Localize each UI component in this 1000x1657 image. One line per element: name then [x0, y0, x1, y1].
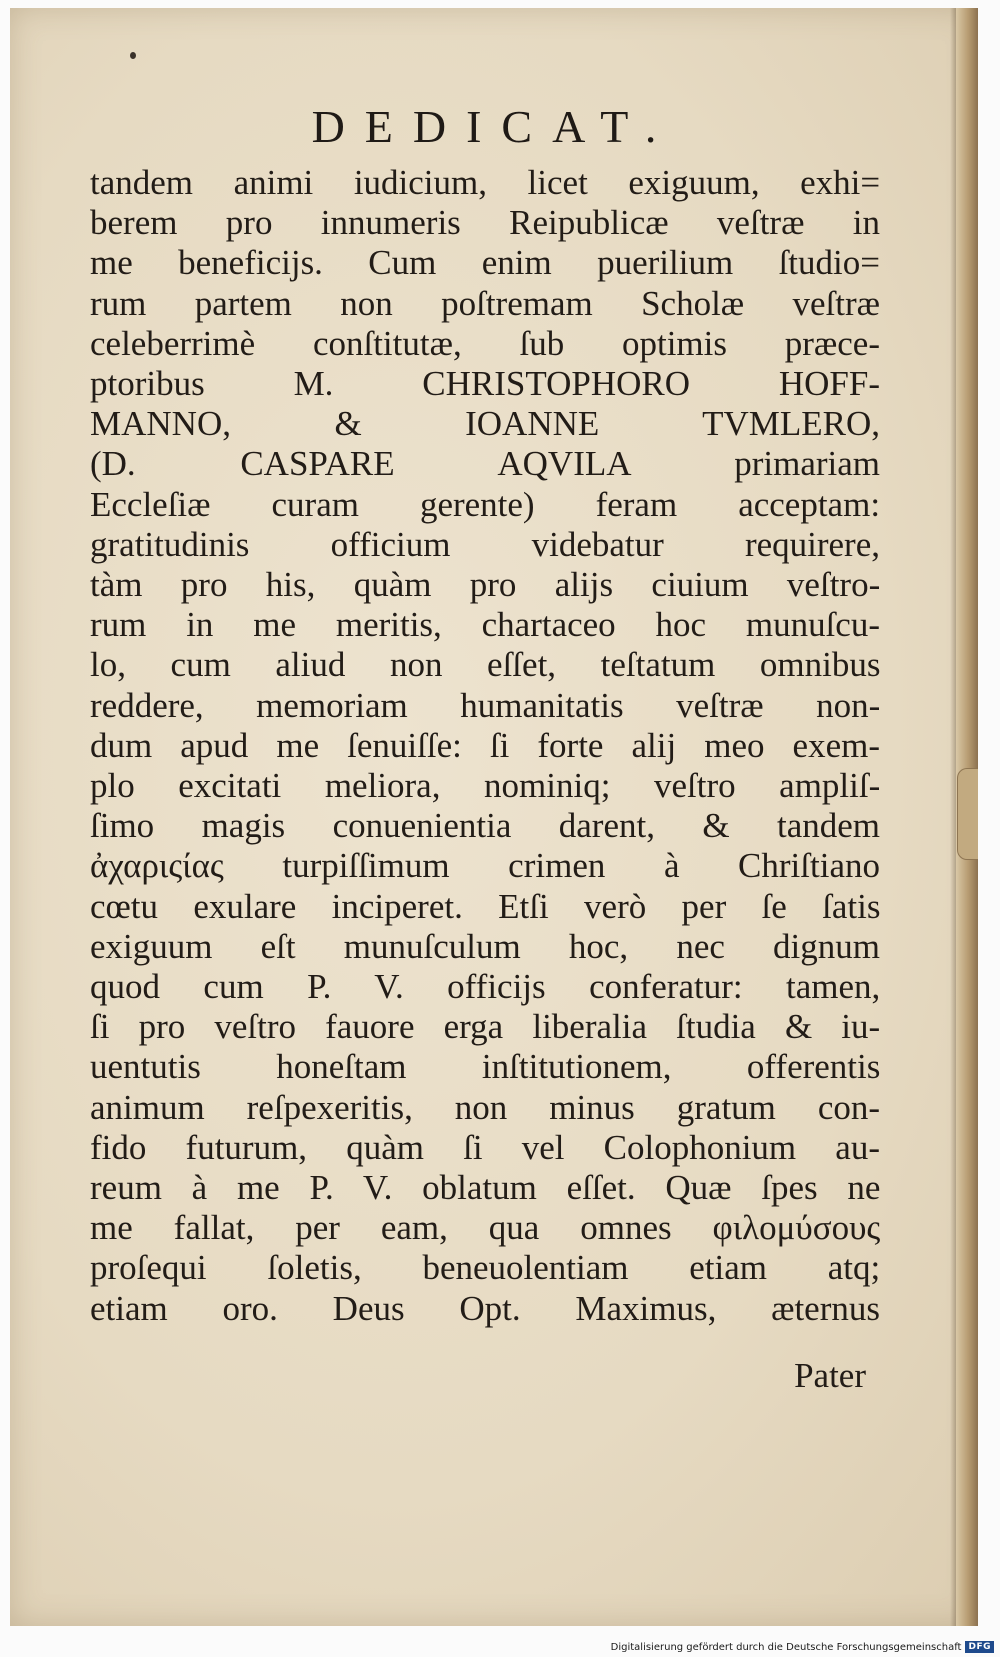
text-line: uentutis honeſtam inſtitutionem, offerentis — [90, 1047, 881, 1087]
text-line: tàm pro his, quàm pro alijs ciuium veſtro- — [90, 565, 881, 605]
dfg-logo-icon: DFG — [965, 1641, 994, 1653]
text-line: berem pro innumeris Reipublicæ veſtræ in — [90, 203, 880, 243]
text-line: (D. CASPARE AQVILA primariam — [90, 444, 880, 484]
text-line: etiam oro. Deus Opt. Maximus, æternus — [90, 1288, 880, 1328]
text-line: ἀχαριςίας turpiſſimum crimen à Chriſtiano — [90, 846, 880, 886]
text-line: cœtu exulare inciperet. Etſi verò per ſe ſatis — [90, 886, 881, 926]
text-line: Eccleſiæ curam gerente) feram acceptam: — [90, 484, 881, 524]
digitization-credit — [611, 1641, 994, 1653]
text-line: ptoribus M. CHRISTOPHORO HOFF- — [90, 364, 880, 404]
text-line: plo excitati meliora, nominiq; veſtro ampliſ- — [90, 766, 881, 806]
catchword: Pater — [794, 1356, 866, 1395]
text-line: dum apud me ſenuiſſe: ſi forte alij meo exem- — [90, 725, 880, 765]
text-line: tandem animi iudicium, licet exiguum, exhi= — [90, 163, 881, 202]
credit-text: Digitalisierung gefördert durch die Deutsche Forschungsgemeinschaft — [610, 1641, 962, 1653]
text-line: fido futurum, quàm ſi vel Colophonium au- — [90, 1127, 880, 1167]
text-line: exiguum eſt munuſculum hoc, nec dignum — [90, 926, 880, 966]
text-line: rum in me meritis, chartaceo hoc munuſcu- — [90, 605, 880, 645]
text-line: lo, cum aliud non eſſet, teſtatum omnibus — [90, 645, 881, 685]
text-line: me fallat, per eam, qua omnes φιλομύσους — [90, 1208, 881, 1248]
text-line: reum à me P. V. oblatum eſſet. Quæ ſpes ne — [90, 1168, 881, 1208]
text-line: gratitudinis officium videbatur requirere, — [90, 524, 880, 564]
text-line: rum partem non poſtremam Scholæ veſtræ — [90, 283, 880, 323]
book-page — [10, 8, 978, 1626]
text-line: ſi pro veſtro fauore erga liberalia ſtudia & iu- — [90, 1007, 881, 1047]
text-line: celeberrimè conſtitutæ, ſub optimis præce- — [90, 323, 880, 363]
ink-spot — [130, 52, 136, 59]
text-line: me beneficijs. Cum enim puerilium ſtudio= — [90, 243, 880, 283]
thumb-tab — [957, 768, 978, 860]
text-line: animum reſpexeritis, non minus gratum con- — [90, 1087, 881, 1127]
text-line: quod cum P. V. officijs conferatur: tamen, — [90, 967, 881, 1007]
body-text — [90, 163, 880, 1329]
running-head: DEDICAT. — [311, 101, 677, 152]
text-line: reddere, memoriam humanitatis veſtræ non- — [90, 685, 881, 725]
text-line: MANNO, & IOANNE TVMLERO, — [90, 404, 880, 444]
text-line: ſimo magis conuenientia darent, & tandem — [90, 806, 880, 846]
text-line: proſequi ſoletis, beneuolentiam etiam atq; — [90, 1248, 881, 1288]
